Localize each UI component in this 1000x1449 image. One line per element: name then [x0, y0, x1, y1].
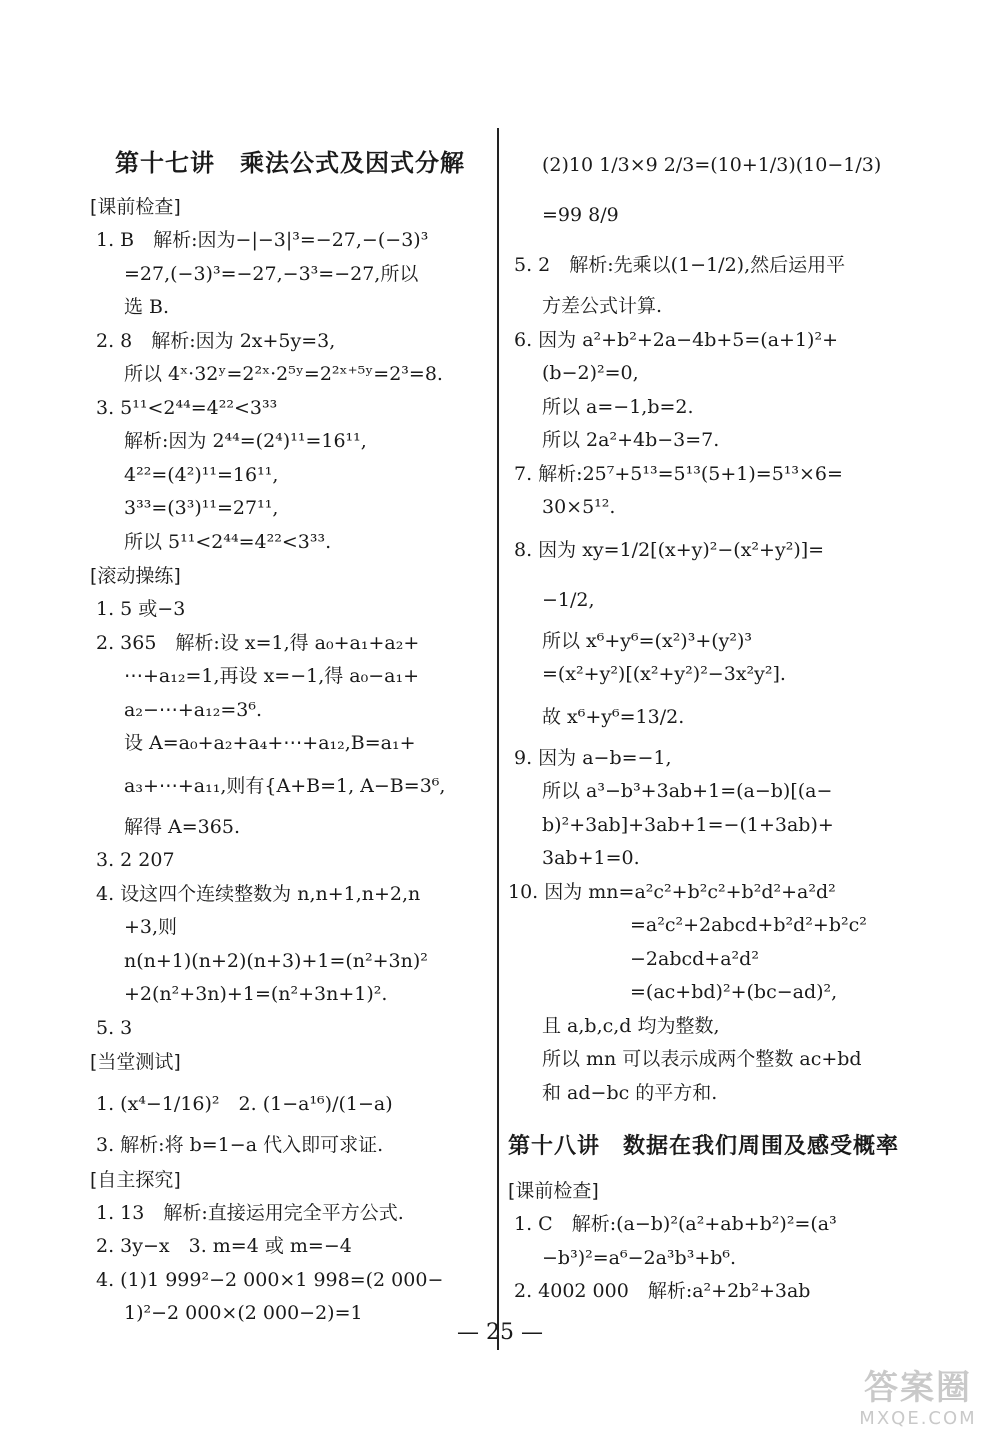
answer-line: 4. (1)1 999²−2 000×1 998=(2 000−: [96, 1268, 444, 1291]
answer-line: 所以 x⁶+y⁶=(x²)³+(y²)³: [542, 629, 753, 652]
answer-line: 3. 解析:将 b=1−a 代入即可求证.: [96, 1134, 384, 1156]
answer-line: 1. B 解析:因为−|−3|³=−27,−(−3)³: [96, 229, 429, 251]
answer-line: 5. 2 解析:先乘以(1−1/2),然后运用平: [514, 254, 846, 276]
answer-line: 5. 3: [96, 1016, 133, 1039]
answer-line: =a²c²+2abcd+b²d²+b²c²: [630, 914, 867, 936]
right-column: [508, 140, 908, 1309]
answer-line: 和 ad−bc 的平方和.: [542, 1081, 718, 1104]
answer-line: 8. 因为 xy=1/2[(x+y)²−(x²+y²)]=: [514, 538, 825, 561]
section-header: [滚动操练]: [90, 565, 181, 587]
answer-line: 3. 5¹¹<2⁴⁴=4²²<3³³: [96, 396, 278, 419]
answer-line: a₃+⋯+a₁₁,则有{A+B=1, A−B=3⁶,: [124, 774, 446, 797]
answer-line: −1/2,: [542, 588, 595, 611]
answer-line: 2. 8 解析:因为 2x+5y=3,: [96, 329, 336, 352]
answer-line: (b−2)²=0,: [542, 362, 639, 384]
answer-line: 所以 a³−b³+3ab+1=(a−b)[(a−: [542, 780, 833, 802]
answer-line: (2)10 1/3×9 2/3=(10+1/3)(10−1/3): [542, 154, 882, 176]
answer-line: 且 a,b,c,d 均为整数,: [542, 1014, 720, 1037]
answer-line: 解得 A=365.: [124, 815, 240, 838]
answer-line: 1. C 解析:(a−b)²(a²+ab+b²)²=(a³: [514, 1213, 837, 1235]
answer-line: 1. 13 解析:直接运用完全平方公式.: [96, 1201, 404, 1224]
answer-line: a₂−⋯+a₁₂=3⁶.: [124, 698, 263, 721]
watermark-url: MXQE.COM: [859, 1408, 977, 1429]
watermark-text: 答案圈: [864, 1368, 972, 1408]
answer-line: 所以 2a²+4b−3=7.: [542, 429, 720, 451]
section-header: [当堂测试]: [90, 1051, 181, 1073]
page-number: — 25 —: [457, 1320, 543, 1345]
column-divider: [497, 128, 499, 1350]
answer-line: 9. 因为 a−b=−1,: [514, 746, 672, 769]
answer-line: 10. 因为 mn=a²c²+b²c²+b²d²+a²d²: [508, 880, 836, 903]
left-body: [90, 192, 490, 1331]
answer-line: 2. 3y−x 3. m=4 或 m=−4: [96, 1235, 352, 1257]
answer-line: 所以 5¹¹<2⁴⁴=4²²<3³³.: [124, 530, 332, 553]
left-column: [90, 140, 490, 1331]
answer-line: =27,(−3)³=−27,−3³=−27,所以: [124, 262, 419, 285]
answer-line: 所以 mn 可以表示成两个整数 ac+bd: [542, 1048, 862, 1070]
answer-line: 所以 4ˣ·32ʸ=2²ˣ·2⁵ʸ=2²ˣ⁺⁵ʸ=2³=8.: [124, 363, 443, 385]
answer-line: 2. 4002 000 解析:a²+2b²+3ab: [514, 1280, 811, 1302]
answer-line: n(n+1)(n+2)(n+3)+1=(n²+3n)²: [124, 949, 428, 972]
answer-line: 所以 a=−1,b=2.: [542, 395, 694, 418]
section-header: [课前检查]: [508, 1180, 599, 1202]
answer-line: 30×5¹².: [542, 496, 616, 518]
answer-line: −b³)²=a⁶−2a³b³+b⁶.: [542, 1246, 737, 1269]
answer-line: 1)²−2 000×(2 000−2)=1: [124, 1302, 363, 1324]
answer-line: 4²²=(4²)¹¹=16¹¹,: [124, 463, 279, 486]
watermark-logo: [848, 1368, 988, 1438]
answer-line: −2abcd+a²d²: [630, 947, 759, 970]
answer-line: 3. 2 207: [96, 849, 175, 871]
answer-line: 选 B.: [124, 296, 170, 318]
lecture-17-title: 第十七讲 乘法公式及因式分解: [115, 149, 465, 177]
answer-line: =(x²+y²)[(x²+y²)²−3x²y²].: [542, 663, 786, 685]
answer-line: 4. 设这四个连续整数为 n,n+1,n+2,n: [96, 882, 421, 905]
answer-line: ⋯+a₁₂=1,再设 x=−1,得 a₀−a₁+: [124, 665, 420, 687]
answer-line: +2(n²+3n)+1=(n²+3n+1)².: [124, 983, 388, 1005]
answer-line: =99 8/9: [542, 204, 619, 226]
answer-line: 1. (x⁴−1/16)² 2. (1−a¹⁶)/(1−a): [96, 1093, 393, 1115]
answer-line: 3³³=(3³)¹¹=27¹¹,: [124, 497, 279, 519]
lecture-18-title: 第十八讲 数据在我们周围及感受概率: [508, 1134, 900, 1159]
section-header: [自主探究]: [90, 1168, 181, 1191]
answer-line: 设 A=a₀+a₂+a₄+⋯+a₁₂,B=a₁+: [124, 732, 416, 754]
answer-line: 方差公式计算.: [542, 295, 663, 317]
section-header: [课前检查]: [90, 196, 181, 218]
right-body: [508, 140, 908, 1309]
answer-line: 6. 因为 a²+b²+2a−4b+5=(a+1)²+: [514, 328, 838, 351]
answer-line: =(ac+bd)²+(bc−ad)²,: [630, 981, 838, 1003]
answer-line: 7. 解析:25⁷+5¹³=5¹³(5+1)=5¹³×6=: [514, 462, 843, 485]
answer-line: 故 x⁶+y⁶=13/2.: [542, 705, 685, 728]
answer-line: 3ab+1=0.: [542, 847, 640, 869]
answer-line: 2. 365 解析:设 x=1,得 a₀+a₁+a₂+: [96, 631, 420, 654]
answer-line: 1. 5 或−3: [96, 598, 186, 620]
answer-line: 解析:因为 2⁴⁴=(2⁴)¹¹=16¹¹,: [124, 430, 367, 452]
answer-line: b)²+3ab]+3ab+1=−(1+3ab)+: [542, 813, 834, 836]
answer-line: +3,则: [124, 916, 178, 938]
